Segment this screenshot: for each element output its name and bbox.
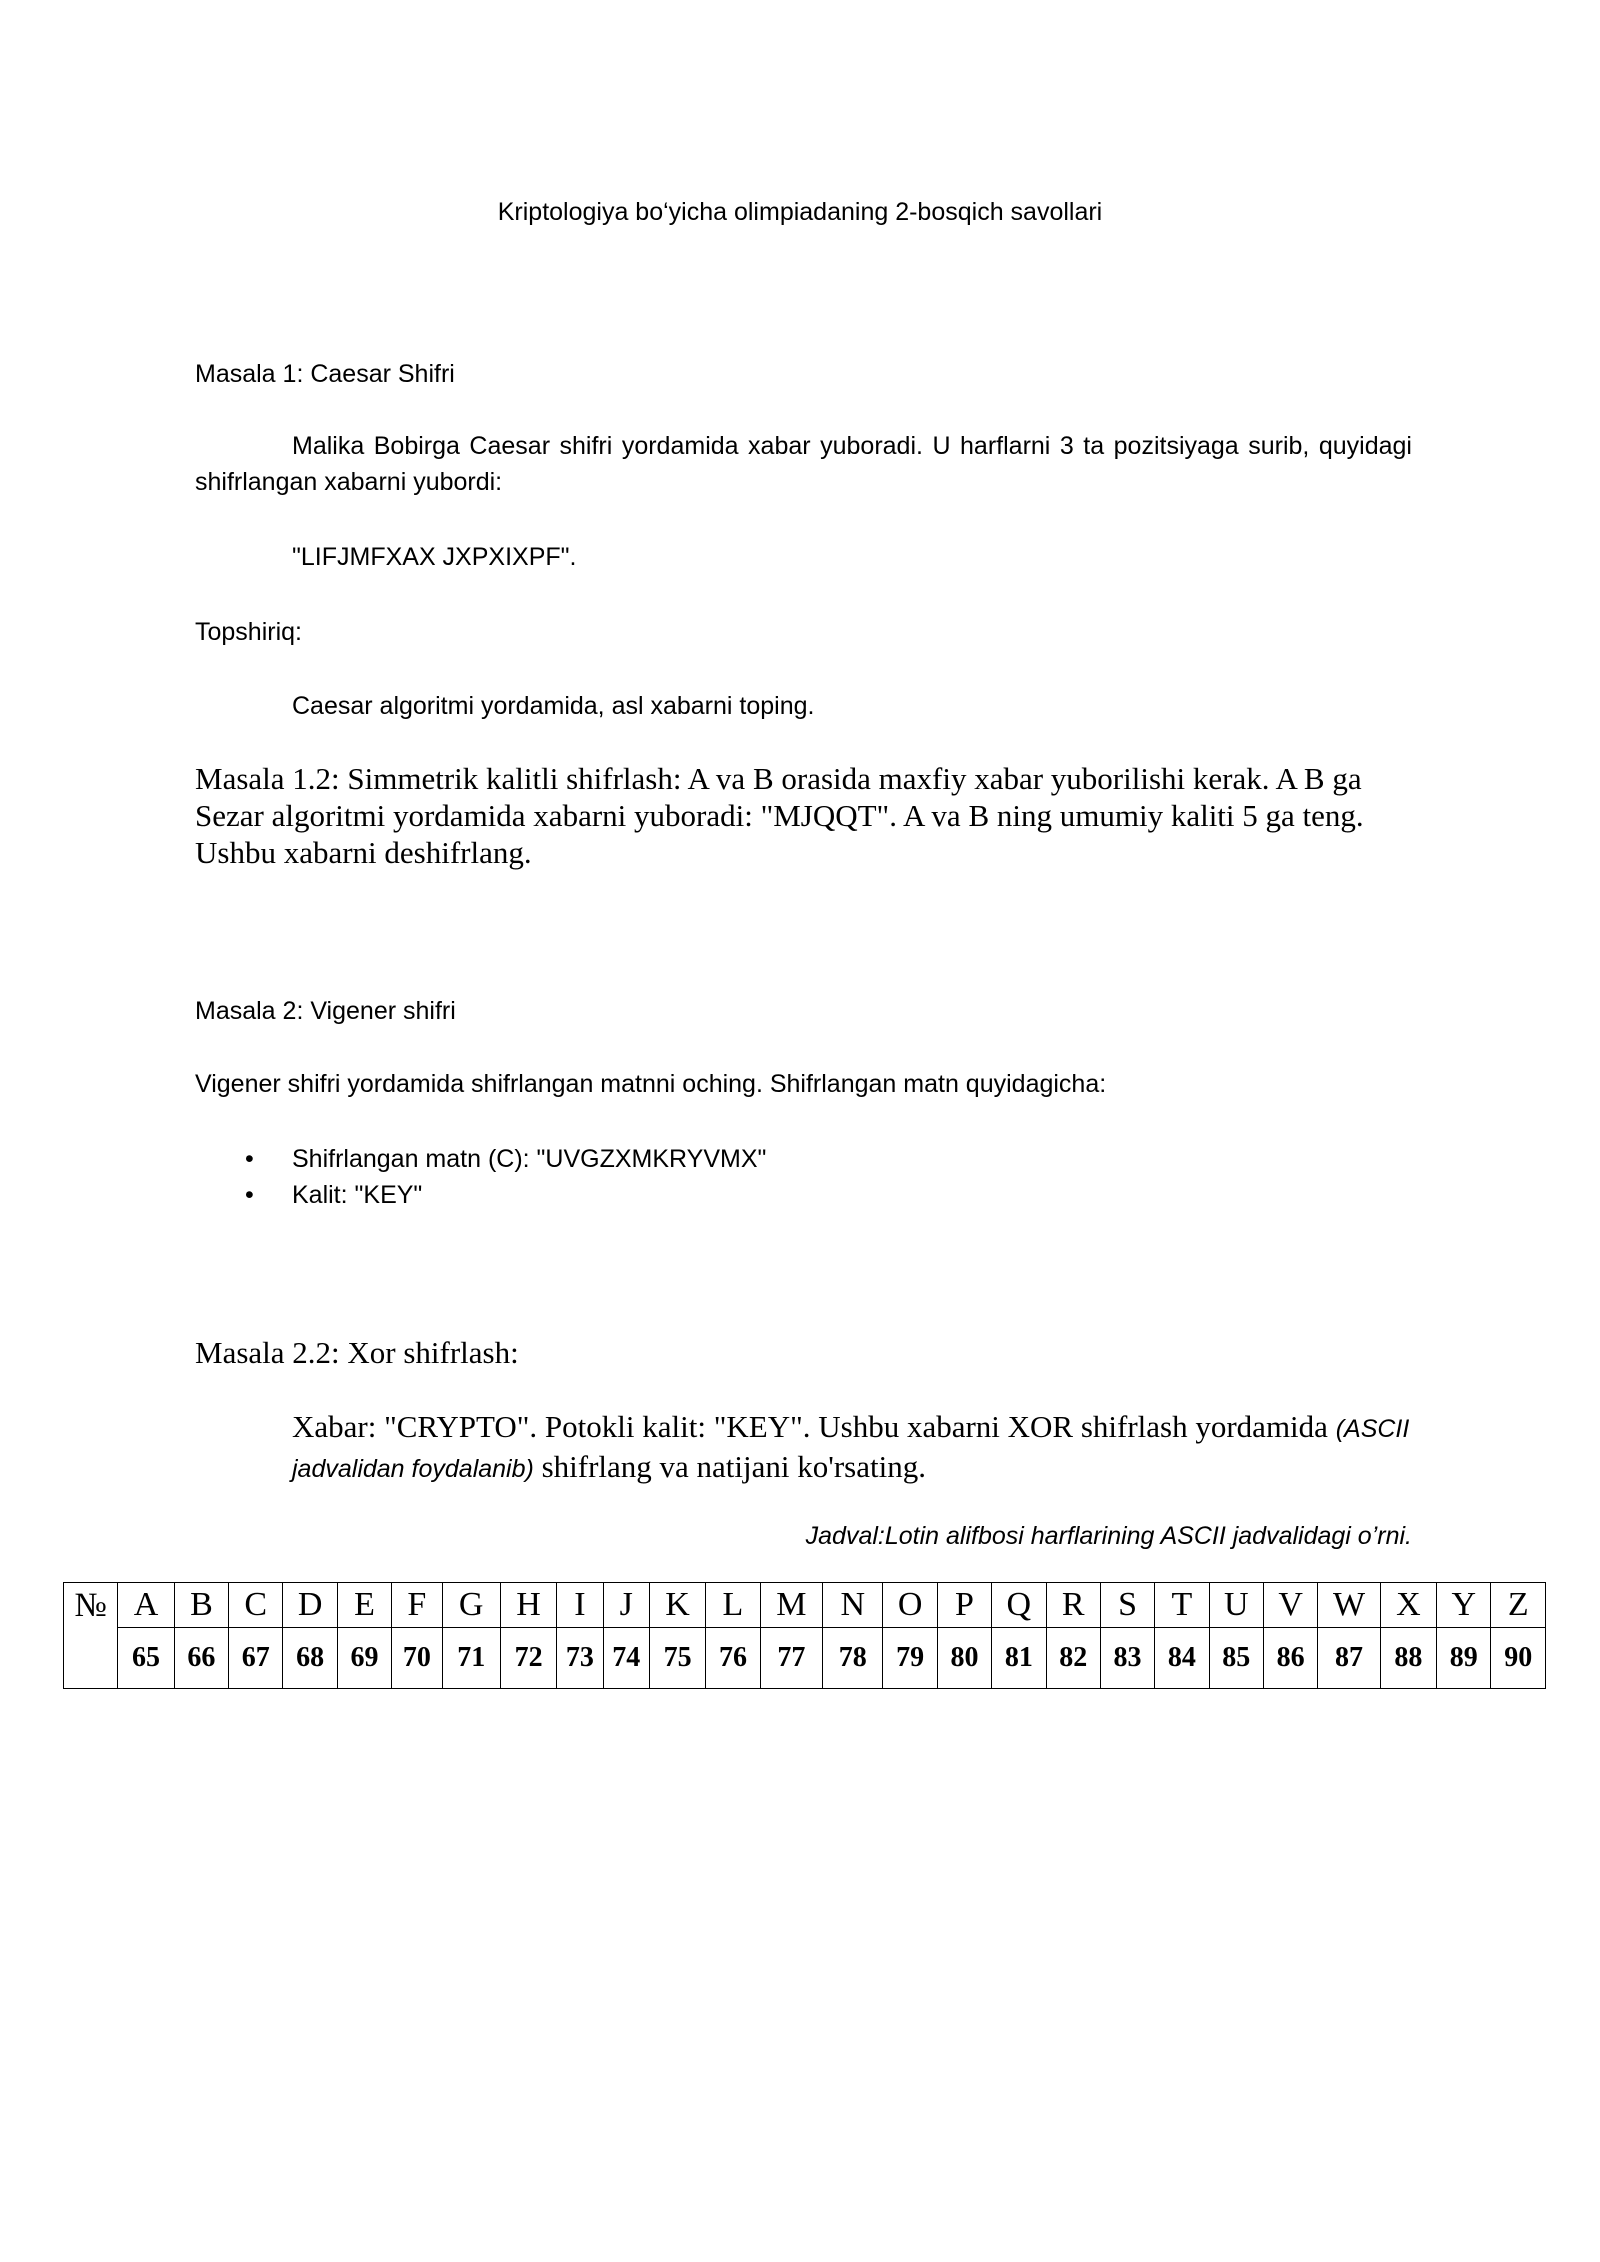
letter-cell: M bbox=[760, 1583, 822, 1628]
problem2-2-body-italic: (ASCII jadvalidan foydalanib) bbox=[292, 1415, 1410, 1483]
code-cell: 79 bbox=[883, 1628, 937, 1689]
letter-cell: Q bbox=[992, 1583, 1046, 1628]
letter-cell: O bbox=[883, 1583, 937, 1628]
code-cell: 77 bbox=[760, 1628, 822, 1689]
letter-cell: C bbox=[229, 1583, 283, 1628]
letter-cell: U bbox=[1209, 1583, 1263, 1628]
codes-row bbox=[64, 1628, 1546, 1689]
list-item bbox=[195, 1177, 766, 1213]
letter-cell: L bbox=[706, 1583, 760, 1628]
problem1-heading: Masala 1: Caesar Shifri bbox=[195, 360, 455, 388]
code-cell: 88 bbox=[1380, 1628, 1436, 1689]
letter-cell: K bbox=[649, 1583, 705, 1628]
code-cell: 85 bbox=[1209, 1628, 1263, 1689]
list-item-text: Shifrlangan matn (C): "UVGZXMKRYVMX" bbox=[292, 1145, 767, 1173]
code-cell: 69 bbox=[337, 1628, 391, 1689]
code-cell: 71 bbox=[442, 1628, 500, 1689]
code-cell: 90 bbox=[1491, 1628, 1546, 1689]
bullet-icon: • bbox=[245, 1181, 254, 1209]
ascii-table bbox=[63, 1582, 1546, 1689]
letter-cell: W bbox=[1318, 1583, 1380, 1628]
code-cell: 72 bbox=[500, 1628, 556, 1689]
letter-cell: G bbox=[442, 1583, 500, 1628]
code-cell: 83 bbox=[1100, 1628, 1154, 1689]
code-cell: 66 bbox=[174, 1628, 228, 1689]
letter-cell: R bbox=[1046, 1583, 1100, 1628]
letter-cell: Y bbox=[1437, 1583, 1491, 1628]
letter-cell: P bbox=[937, 1583, 991, 1628]
table-caption: Jadval:Lotin alifbosi harflarining ASCII jadvalidagi o’rni. bbox=[805, 1522, 1412, 1550]
code-cell: 67 bbox=[229, 1628, 283, 1689]
code-cell: 75 bbox=[649, 1628, 705, 1689]
code-cell: 76 bbox=[706, 1628, 760, 1689]
letter-cell: D bbox=[283, 1583, 337, 1628]
letter-cell: V bbox=[1263, 1583, 1317, 1628]
code-cell: 89 bbox=[1437, 1628, 1491, 1689]
letter-cell: S bbox=[1100, 1583, 1154, 1628]
letter-cell: I bbox=[557, 1583, 603, 1628]
letter-cell: F bbox=[392, 1583, 442, 1628]
code-cell: 81 bbox=[992, 1628, 1046, 1689]
problem2-body: Vigener shifri yordamida shifrlangan matnni oching. Shifrlangan matn quyidagicha: bbox=[195, 1070, 1107, 1098]
code-cell: 73 bbox=[557, 1628, 603, 1689]
problem1-2-text: Masala 1.2: Simmetrik kalitli shifrlash: A va B orasida maxfiy xabar yuborilishi kerak. A B ga Sezar algoritmi yordamida xabarni yuboradi: "MJQQT". A va B ning umumiy kaliti 5 ga teng. Ushbu xabarni deshifrlang. bbox=[195, 761, 1364, 870]
letter-cell: N bbox=[823, 1583, 883, 1628]
code-cell: 84 bbox=[1155, 1628, 1209, 1689]
bullet-icon: • bbox=[245, 1145, 254, 1173]
letter-cell: Z bbox=[1491, 1583, 1546, 1628]
problem1-task: Caesar algoritmi yordamida, asl xabarni toping. bbox=[292, 692, 815, 720]
letter-cell: E bbox=[337, 1583, 391, 1628]
code-cell: 80 bbox=[937, 1628, 991, 1689]
list-item bbox=[195, 1141, 766, 1177]
code-cell: 87 bbox=[1318, 1628, 1380, 1689]
letter-cell: A bbox=[118, 1583, 174, 1628]
letter-cell: H bbox=[500, 1583, 556, 1628]
problem1-task-label: Topshiriq: bbox=[195, 618, 302, 646]
problem1-ciphertext: "LIFJMFXAX JXPXIXPF". bbox=[292, 543, 577, 571]
row-label-cell: № bbox=[64, 1583, 118, 1689]
code-cell: 68 bbox=[283, 1628, 337, 1689]
letters-row bbox=[64, 1583, 1546, 1628]
letter-cell: B bbox=[174, 1583, 228, 1628]
problem2-2-heading: Masala 2.2: Xor shifrlash: bbox=[195, 1335, 519, 1370]
code-cell: 65 bbox=[118, 1628, 174, 1689]
problem2-2-body-part1: Xabar: "CRYPTO". Potokli kalit: "KEY". Ushbu xabarni XOR shifrlash yordamida bbox=[292, 1409, 1336, 1444]
code-cell: 82 bbox=[1046, 1628, 1100, 1689]
problem1-body: Malika Bobirga Caesar shifri yordamida xabar yuboradi. U harflarni 3 ta pozitsiyaga surib, quyidagi shifrlangan xabarni yubordi: bbox=[195, 432, 1412, 496]
list-item-text: Kalit: "KEY" bbox=[292, 1181, 423, 1209]
page-title: Kriptologiya bo‘yicha olimpiadaning 2-bosqich savollari bbox=[497, 198, 1103, 226]
code-cell: 70 bbox=[392, 1628, 442, 1689]
problem2-2-body-part2: shifrlang va natijani ko'rsating. bbox=[533, 1449, 926, 1484]
letter-cell: X bbox=[1380, 1583, 1436, 1628]
problem2-heading: Masala 2: Vigener shifri bbox=[195, 997, 456, 1025]
letter-cell: T bbox=[1155, 1583, 1209, 1628]
letter-cell: J bbox=[603, 1583, 649, 1628]
problem2-list bbox=[195, 1141, 766, 1213]
problem2-2-body bbox=[292, 1408, 1417, 1488]
code-cell: 86 bbox=[1263, 1628, 1317, 1689]
code-cell: 74 bbox=[603, 1628, 649, 1689]
code-cell: 78 bbox=[823, 1628, 883, 1689]
